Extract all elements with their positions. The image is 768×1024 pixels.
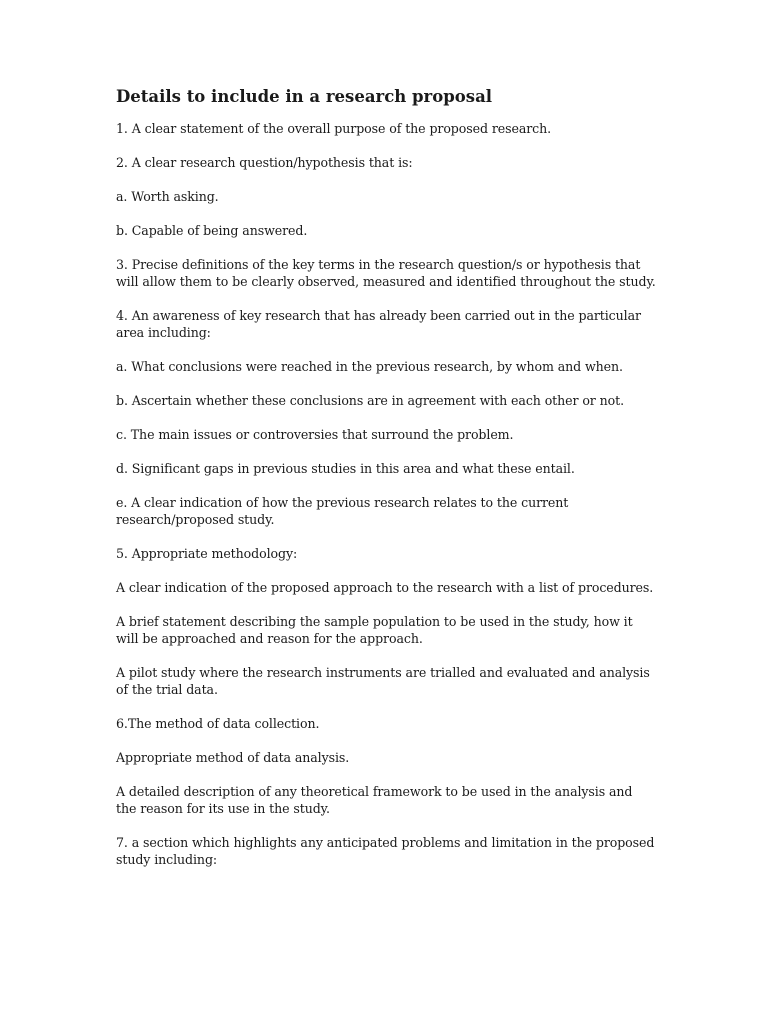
paragraph-theoretical-framework: A detailed description of any theoretical framework to be used in the analysis and the reason for its use in the study. (116, 784, 633, 816)
paragraph-data-analysis: Appropriate method of data analysis. (116, 750, 350, 765)
document-title: Details to include in a research proposal (116, 87, 493, 106)
paragraph-approach: A clear indication of the proposed approach to the research with a list of procedures. (116, 580, 654, 595)
paragraph-ascertain: b. Ascertain whether these conclusions are in agreement with each other or not. (116, 393, 624, 408)
paragraph-pilot-study: A pilot study where the research instruments are trialled and evaluated and analysis of the trial data. (116, 665, 650, 697)
paragraph-worth-asking: a. Worth asking. (116, 189, 219, 204)
paragraph-research-question: 2. A clear research question/hypothesis that is: (116, 155, 413, 170)
paragraph-conclusions: a. What conclusions were reached in the previous research, by whom and when. (116, 359, 623, 374)
paragraph-data-collection: 6.The method of data collection. (116, 716, 320, 731)
paragraph-anticipated-problems: 7. a section which highlights any anticipated problems and limitation in the proposed study including: (116, 835, 655, 867)
paragraph-awareness: 4. An awareness of key research that has already been carried out in the particular area including: (116, 308, 641, 340)
paragraph-main-issues: c. The main issues or controversies that surround the problem. (116, 427, 514, 442)
paragraph-methodology: 5. Appropriate methodology: (116, 546, 298, 561)
paragraph-capable-answered: b. Capable of being answered. (116, 223, 308, 238)
paragraph-purpose: 1. A clear statement of the overall purpose of the proposed research. (116, 121, 552, 136)
paragraph-definitions: 3. Precise definitions of the key terms in the research question/s or hypothesis that will allow them to be clearly observed, measured and identified throughout the study. (116, 257, 656, 289)
document-page (116, 86, 656, 885)
paragraph-sample-population: A brief statement describing the sample population to be used in the study, how it will be approached and reason for the approach. (116, 614, 633, 646)
paragraph-clear-indication: e. A clear indication of how the previous research relates to the current research/proposed study. (116, 495, 569, 527)
paragraph-significant-gaps: d. Significant gaps in previous studies in this area and what these entail. (116, 461, 575, 476)
